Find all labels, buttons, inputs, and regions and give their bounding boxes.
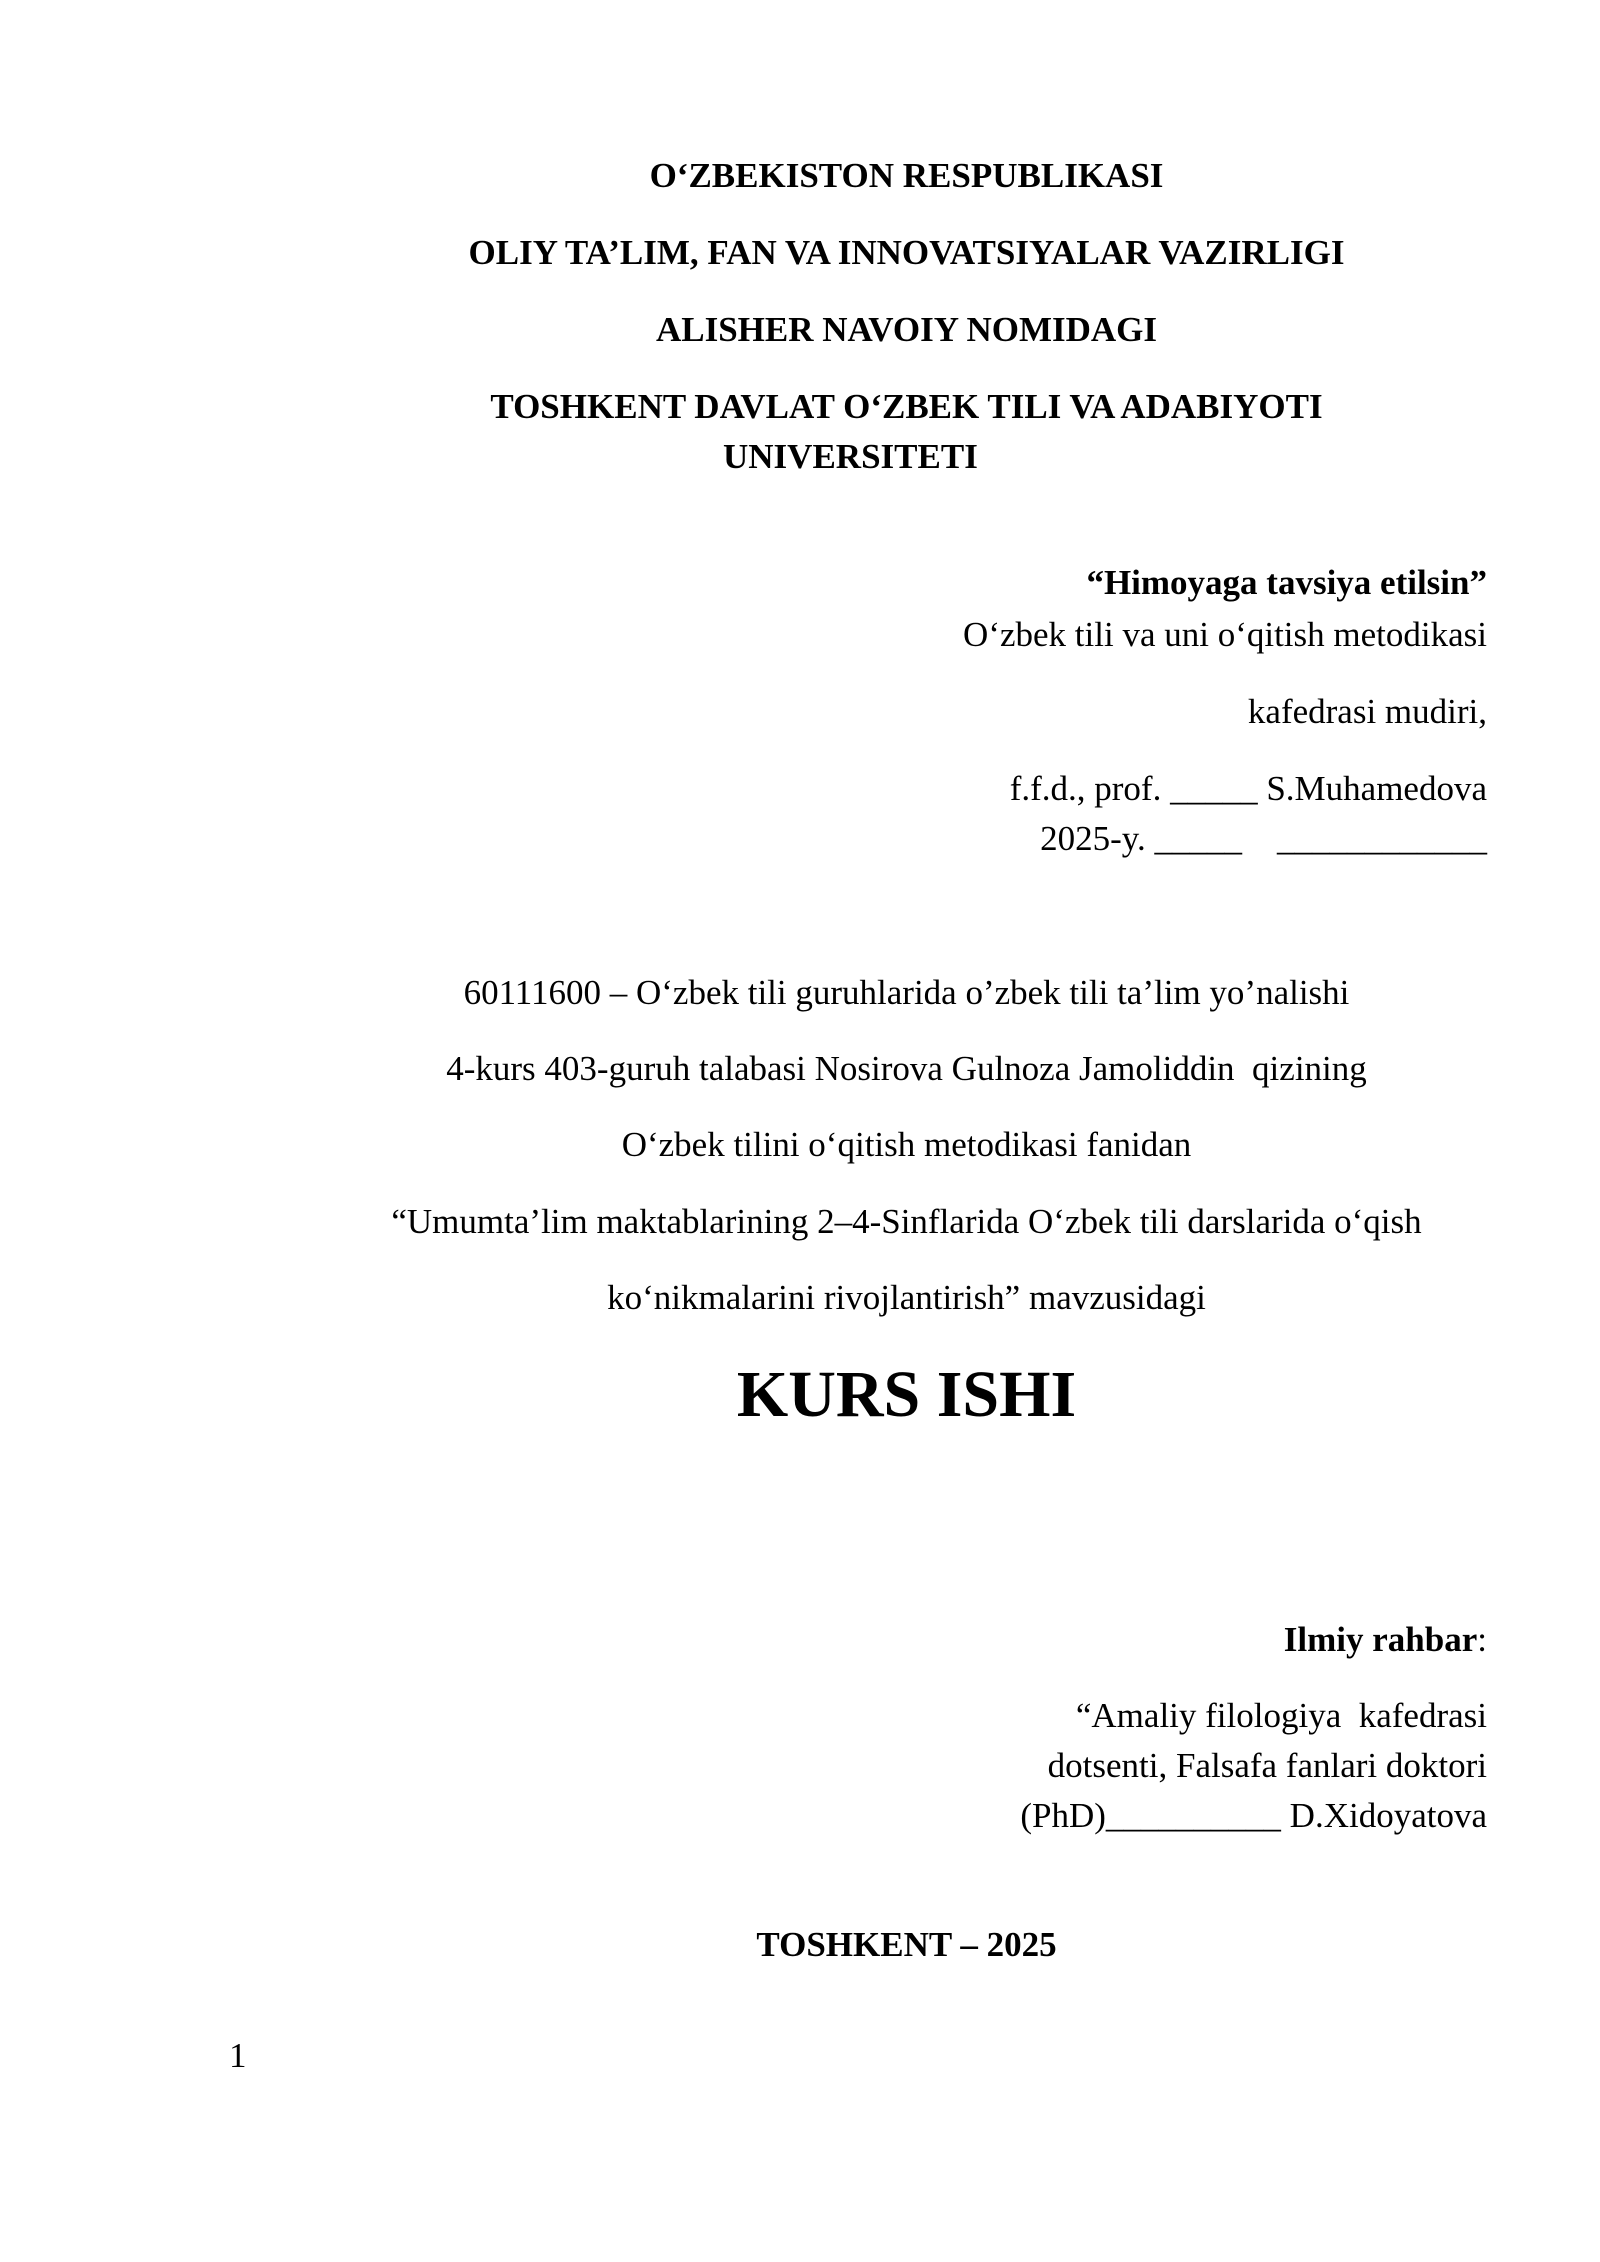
page-number: 1 (229, 2036, 247, 2075)
header-line-country: O‘ZBEKISTON RESPUBLIKASI (649, 156, 1164, 195)
header-line-ministry: OLIY TA’LIM, FAN VA INNOVATSIYALAR VAZIRLIGI (468, 233, 1345, 272)
header-line-university: TOSHKENT DAVLAT O‘ZBEK TILI VA ADABIYOTI (490, 387, 1323, 426)
header-line-named: ALISHER NAVOIY NOMIDAGI (655, 310, 1158, 349)
document-title: KURS ISHI (736, 1358, 1077, 1431)
body-line-student: 4-kurs 403-guruh talabasi Nosirova Gulnoza Jamoliddin qizining (446, 1049, 1367, 1088)
supervisor-line-position: dotsenti, Falsafa fanlari doktori (1047, 1746, 1487, 1785)
body-line-program: 60111600 – O‘zbek tili guruhlarida o’zbek tili ta’lim yo’nalishi (463, 973, 1350, 1012)
approval-role: kafedrasi mudiri, (1247, 692, 1487, 731)
supervisor-line-signature: (PhD)__________ D.Xidoyatova (1020, 1796, 1487, 1835)
body-line-subject: O‘zbek tilini o‘qitish metodikasi fanidan (621, 1125, 1192, 1164)
approval-date: 2025-y. _____ ____________ (1040, 819, 1487, 858)
approval-title: “Himoyaga tavsiya etilsin” (1086, 563, 1487, 602)
supervisor-heading (1284, 1622, 1487, 1657)
supervisor-line-department: “Amaliy filologiya kafedrasi (1075, 1696, 1487, 1735)
approval-department: O‘zbek tili va uni o‘qitish metodikasi (963, 615, 1487, 654)
approval-signature: f.f.d., prof. _____ S.Muhamedova (1009, 769, 1487, 808)
supervisor-label: Ilmiy rahbar (1283, 1620, 1478, 1659)
body-line-topic-cont: ko‘nikmalarini rivojlantirish” mavzusidagi (607, 1278, 1206, 1317)
body-line-topic: “Umumta’lim maktablarining 2–4-Sinflarida O‘zbek tili darslarida o‘qish (391, 1202, 1422, 1241)
footer-city-year: TOSHKENT – 2025 (756, 1925, 1057, 1964)
supervisor-colon: : (1477, 1620, 1487, 1659)
header-line-university-cont: UNIVERSITETI (723, 437, 978, 476)
